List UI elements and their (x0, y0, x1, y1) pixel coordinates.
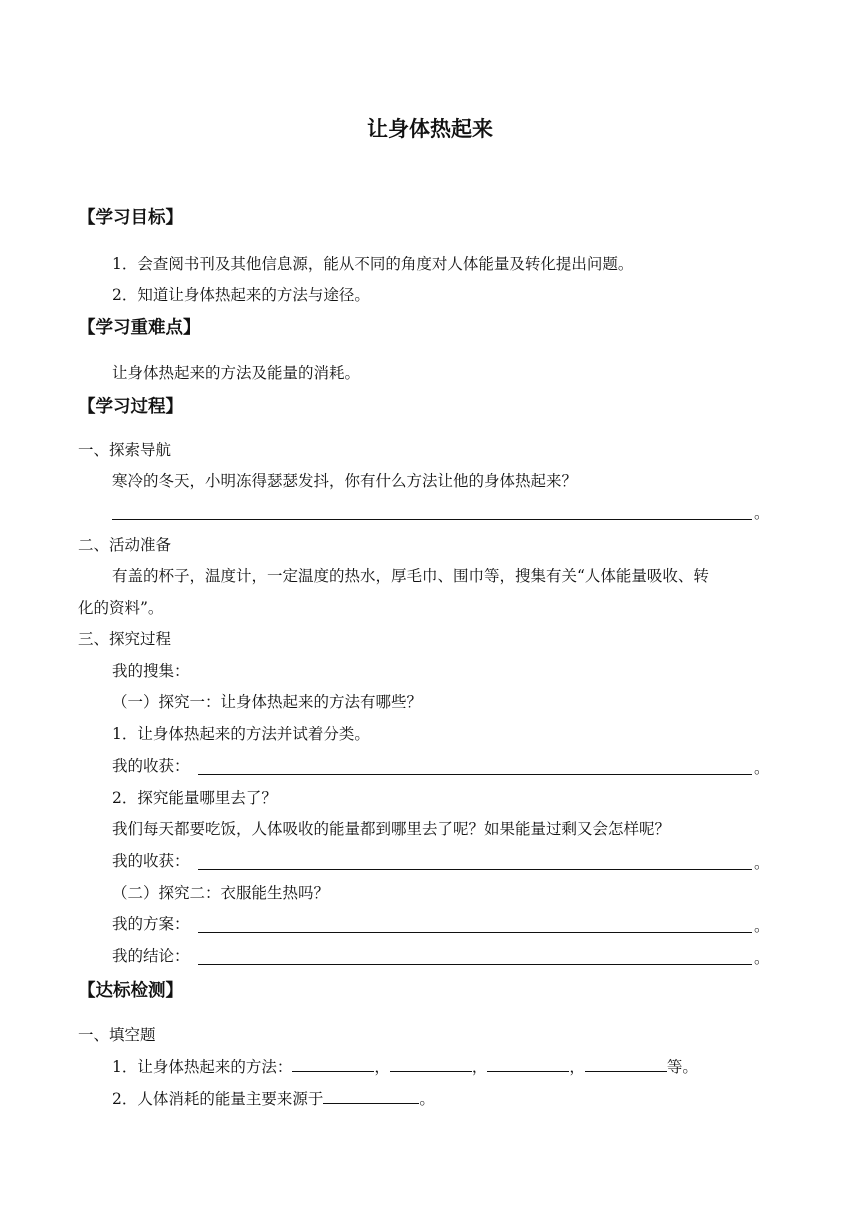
explore1-item-1: 1．让身体热起来的方法并试着分类。 (112, 725, 370, 743)
period: 。 (754, 504, 770, 522)
explore2-title: （二）探究二：衣服能生热吗？ (112, 884, 330, 902)
blank-4 (585, 1056, 667, 1072)
blank-5 (323, 1088, 419, 1104)
part2-line-2: 化的资料”。 (78, 599, 164, 617)
question-2-prefix: 2．人体消耗的能量主要来源于 (112, 1090, 324, 1108)
question-2 (112, 1088, 435, 1109)
blank-2 (390, 1056, 472, 1072)
my-conclusion-label: 我的结论： (112, 947, 190, 965)
explore1-item-2-question: 我们每天都要吃饭，人体吸收的能量都到哪里去了呢？如果能量过剩又会怎样呢？ (112, 820, 671, 838)
answer-line-2 (198, 774, 752, 775)
answer-line-3 (198, 869, 752, 870)
comma: ， (471, 1058, 488, 1076)
page-title: 让身体热起来 (367, 117, 493, 141)
question-1-prefix: 1．让身体热起来的方法： (112, 1058, 293, 1076)
part1-title: 一、探索导航 (78, 441, 172, 459)
question-1 (112, 1056, 698, 1077)
assessment-heading: 【达标检测】 (78, 981, 183, 1001)
blank-1 (292, 1056, 374, 1072)
period: 。 (754, 854, 770, 872)
process-heading: 【学习过程】 (78, 397, 183, 417)
part2-title: 二、活动准备 (78, 536, 172, 554)
answer-line-1 (112, 519, 752, 520)
key-points-heading: 【学习重难点】 (78, 318, 201, 338)
objective-item-1: 1．会查阅书刊及其他信息源，能从不同的角度对人体能量及转化提出问题。 (112, 255, 634, 273)
objectives-heading: 【学习目标】 (78, 208, 183, 228)
period: 。 (754, 949, 770, 967)
question-1-suffix: 等。 (666, 1058, 698, 1076)
part3-title: 三、探究过程 (78, 630, 172, 648)
explore1-item-2: 2．探究能量哪里去了？ (112, 789, 277, 807)
period: 。 (754, 917, 770, 935)
my-plan-label: 我的方案： (112, 915, 190, 933)
comma: ， (569, 1058, 585, 1076)
part2-line-1: 有盖的杯子，温度计，一定温度的热水，厚毛巾、围巾等，搜集有关“人体能量吸收、转 (112, 567, 709, 585)
period: 。 (754, 759, 770, 777)
my-gain-label-1: 我的收获： (112, 757, 190, 775)
comma: ， (374, 1058, 390, 1076)
objective-item-2: 2．知道让身体热起来的方法与途径。 (112, 286, 370, 304)
explore1-title: （一）探究一：让身体热起来的方法有哪些？ (112, 693, 423, 711)
answer-line-4 (198, 932, 752, 933)
fill-blank-title: 一、填空题 (78, 1026, 156, 1044)
question-2-suffix: 。 (419, 1090, 435, 1108)
my-gain-label-2: 我的收获： (112, 852, 190, 870)
part1-question: 寒冷的冬天，小明冻得瑟瑟发抖，你有什么方法让他的身体热起来？ (112, 472, 578, 490)
blank-3 (487, 1056, 569, 1072)
key-points-text: 让身体热起来的方法及能量的消耗。 (112, 364, 361, 382)
my-collection-label: 我的搜集： (112, 662, 190, 680)
answer-line-5 (198, 964, 752, 965)
